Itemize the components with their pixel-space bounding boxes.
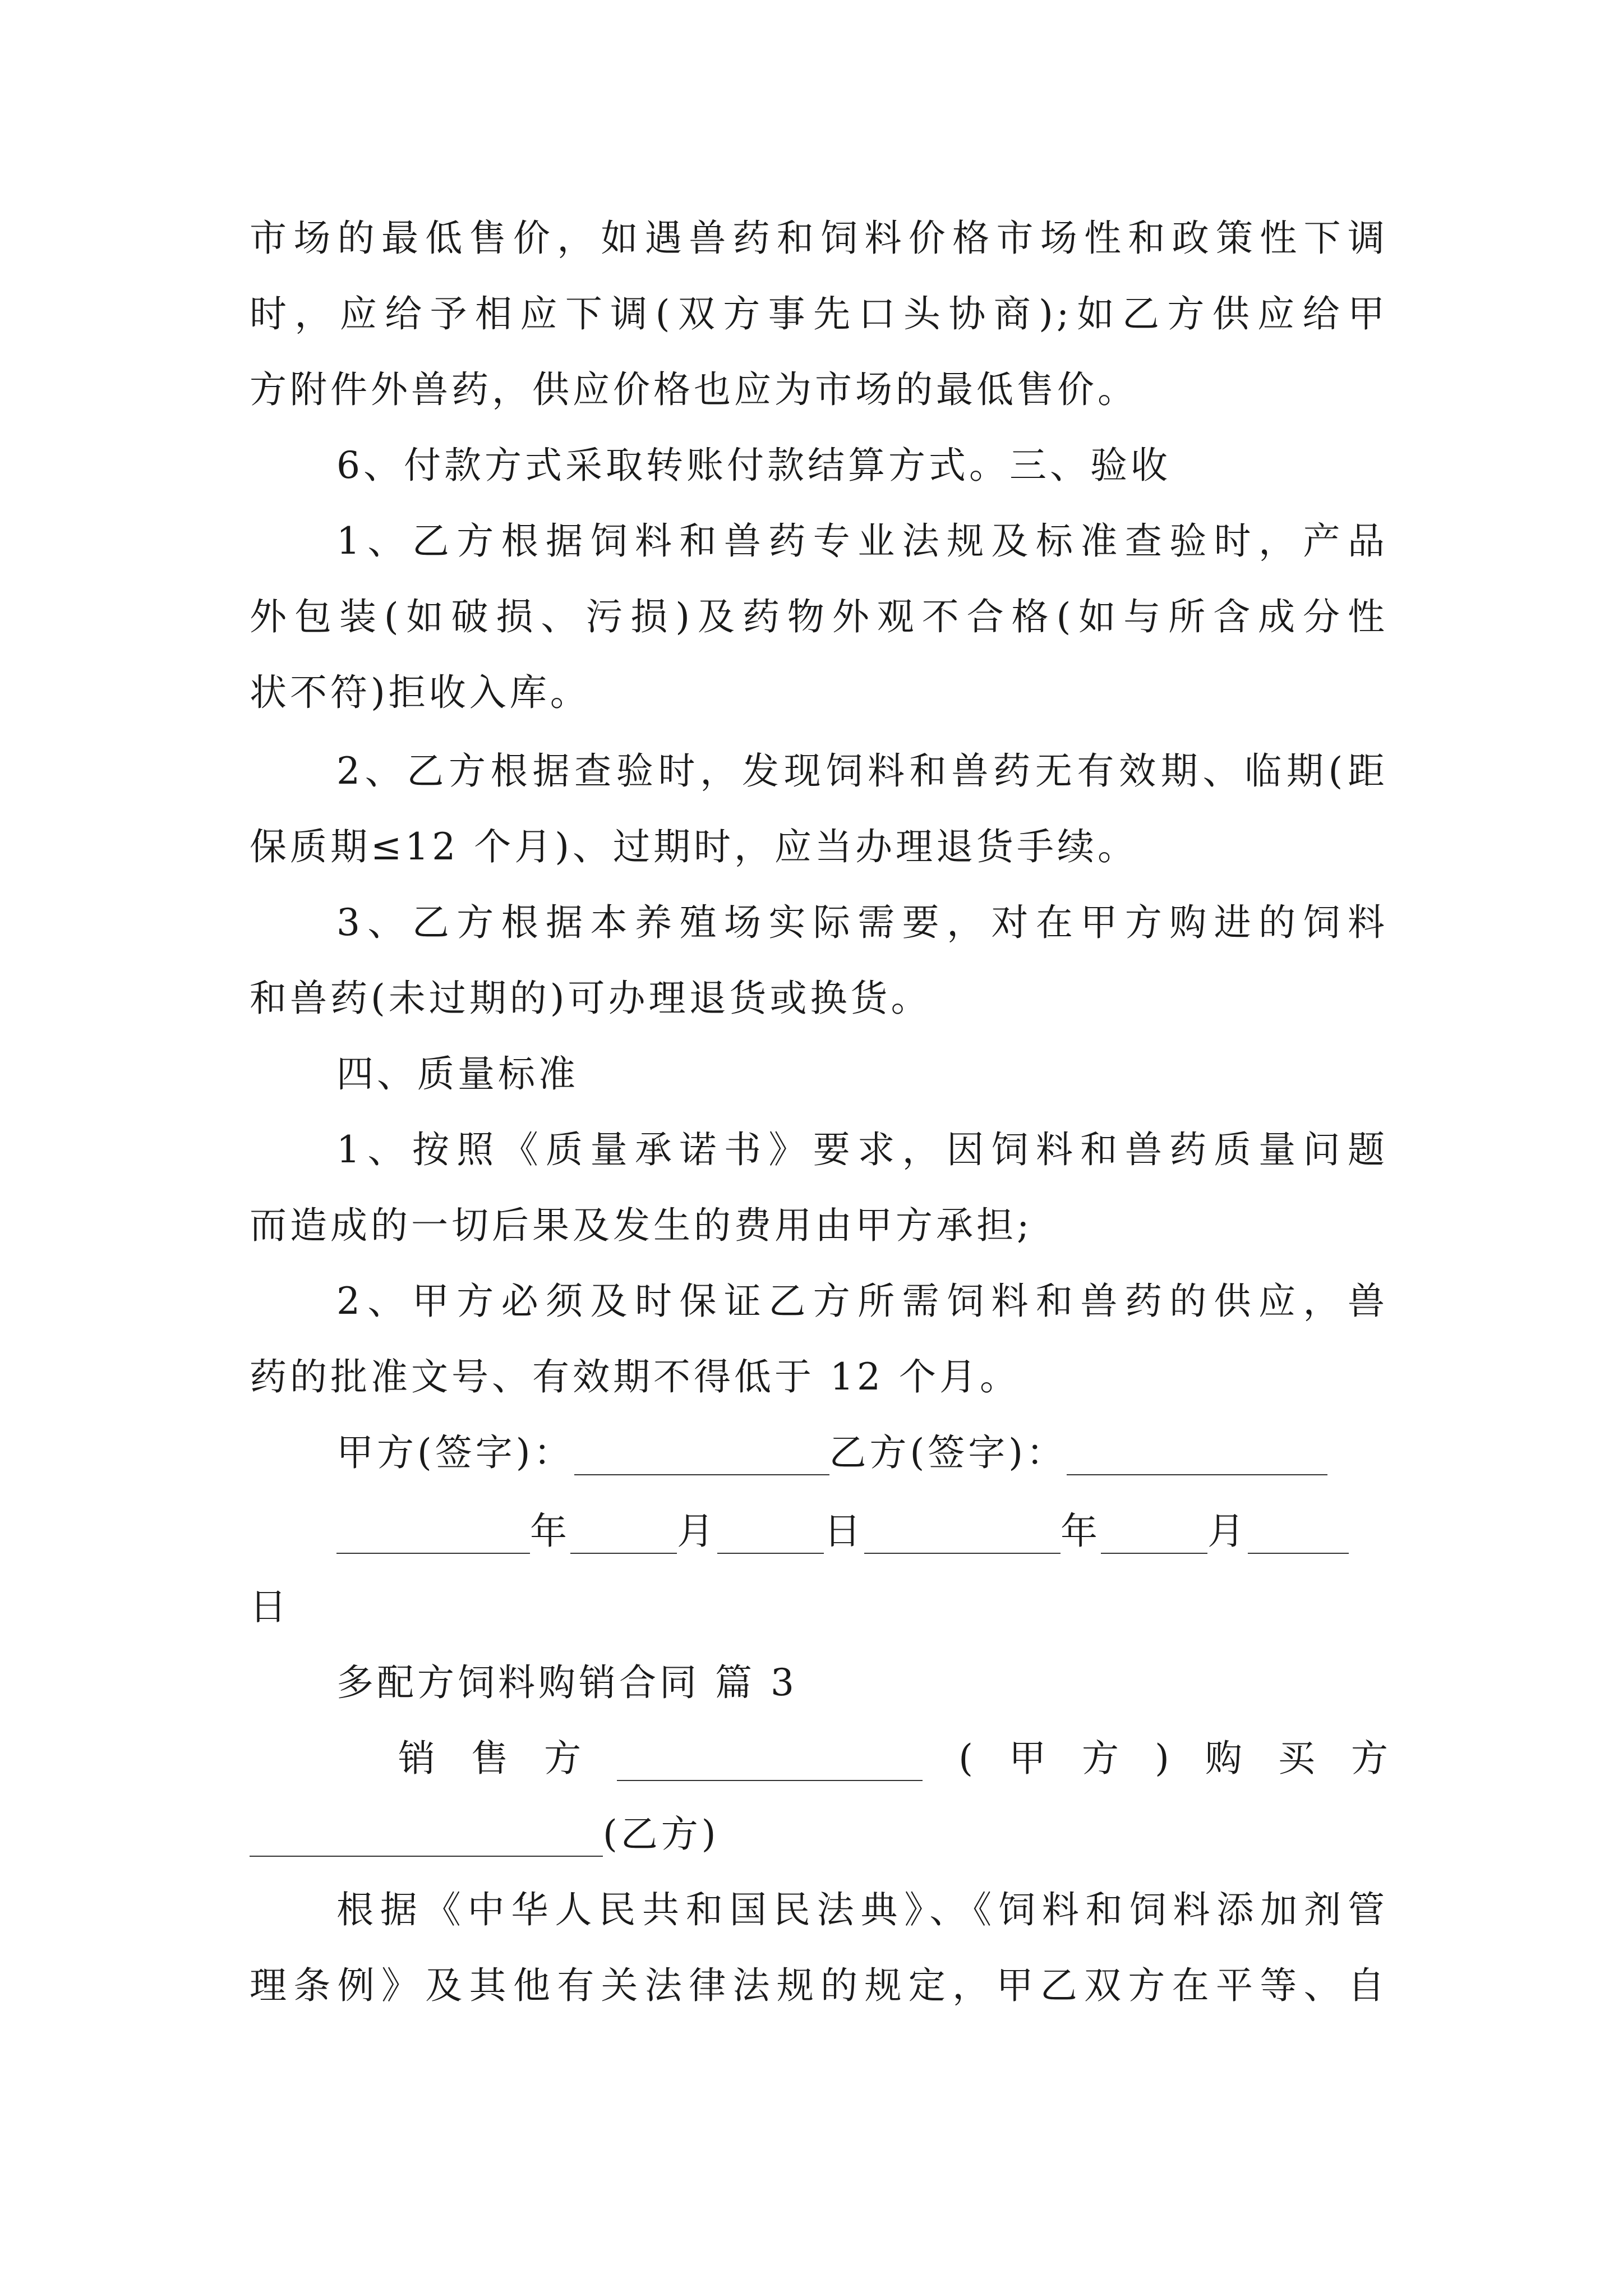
- party-a-signature-label: 甲方(签字)：: [336, 1431, 574, 1474]
- buyer-word: ): [1155, 1737, 1169, 1780]
- paragraph-line: 2、乙方根据查验时，发现饲料和兽药无有效期、临期(距: [336, 749, 1388, 793]
- seller-word: 售: [471, 1737, 509, 1780]
- party-line: [398, 1736, 1388, 1781]
- day-label: 日: [824, 1510, 864, 1553]
- section-title: 多配方饲料购销合同 篇 3: [336, 1661, 797, 1704]
- buyer-word: (: [958, 1737, 973, 1780]
- paragraph-line: 根据《中华人民共和国民法典》、《饲料和饲料添加剂管: [336, 1888, 1388, 1931]
- paragraph-line: 外包装(如破损、污损)及药物外观不合格(如与所含成分性: [250, 595, 1388, 638]
- paragraph-line: 而造成的一切后果及发生的费用由甲方承担;: [250, 1204, 1033, 1247]
- buyer-word: 买: [1278, 1737, 1315, 1780]
- paragraph-line: 1、乙方根据饲料和兽药专业法规及标准查验时，产品: [336, 519, 1388, 563]
- buyer-word: 甲: [1008, 1737, 1046, 1780]
- paragraph-line: 药的批准文号、有效期不得低于 12 个月。: [250, 1355, 1020, 1398]
- buyer-word: 方: [1082, 1737, 1119, 1780]
- seller-word: 销: [398, 1737, 435, 1780]
- buyer-word: 方: [1350, 1737, 1388, 1780]
- month-label: 月: [1207, 1510, 1248, 1553]
- seller-name-blank: [617, 1745, 923, 1781]
- paragraph-line: 状不符)拒收入库。: [250, 671, 591, 714]
- month-blank: [1101, 1518, 1207, 1554]
- party-a-signature-blank: [574, 1439, 829, 1475]
- party-b-suffix: (乙方): [603, 1812, 720, 1856]
- paragraph-line: 2、甲方必须及时保证乙方所需饲料和兽药的供应，兽: [336, 1280, 1388, 1323]
- paragraph-line: 市场的最低售价，如遇兽药和饲料价格市场性和政策性下调: [250, 217, 1388, 260]
- paragraph-line: 6、付款方式采取转账付款结算方式。三、验收: [336, 444, 1171, 487]
- party-b-signature-label: 乙方(签字)：: [829, 1431, 1067, 1474]
- section-heading: 四、质量标准: [336, 1052, 579, 1096]
- party-b-signature-blank: [1067, 1439, 1327, 1475]
- buyer-word: 购: [1205, 1737, 1242, 1780]
- year-blank: [864, 1518, 1061, 1554]
- paragraph-line: 和兽药(未过期的)可办理退货或换货。: [250, 977, 932, 1020]
- year-label: 年: [1061, 1510, 1101, 1553]
- paragraph-line: 时，应给予相应下调(双方事先口头协商);如乙方供应给甲: [250, 292, 1388, 335]
- paragraph-line: 理条例》及其他有关法律法规的规定，甲乙双方在平等、自: [250, 1964, 1388, 2007]
- day-blank: [1248, 1518, 1349, 1554]
- paragraph-line: 3、乙方根据本养殖场实际需要，对在甲方购进的饲料: [336, 901, 1388, 944]
- day-blank: [717, 1518, 824, 1554]
- paragraph-line: 方附件外兽药，供应价格也应为市场的最低售价。: [250, 368, 1138, 411]
- paragraph-line: 保质期≤12 个月)、过期时，应当办理退货手续。: [250, 825, 1138, 868]
- day-label-wrapped: 日: [250, 1585, 290, 1628]
- year-blank: [336, 1518, 530, 1554]
- month-blank: [570, 1518, 677, 1554]
- date-row: [336, 1509, 1388, 1554]
- buyer-name-blank: [250, 1821, 603, 1857]
- buyer-name-row: [250, 1812, 1388, 1857]
- paragraph-line: 1、按照《质量承诺书》要求，因饲料和兽药质量问题: [336, 1128, 1388, 1171]
- seller-word: 方: [544, 1737, 582, 1780]
- signature-row: [336, 1430, 1388, 1475]
- month-label: 月: [677, 1510, 717, 1553]
- year-label: 年: [530, 1510, 570, 1553]
